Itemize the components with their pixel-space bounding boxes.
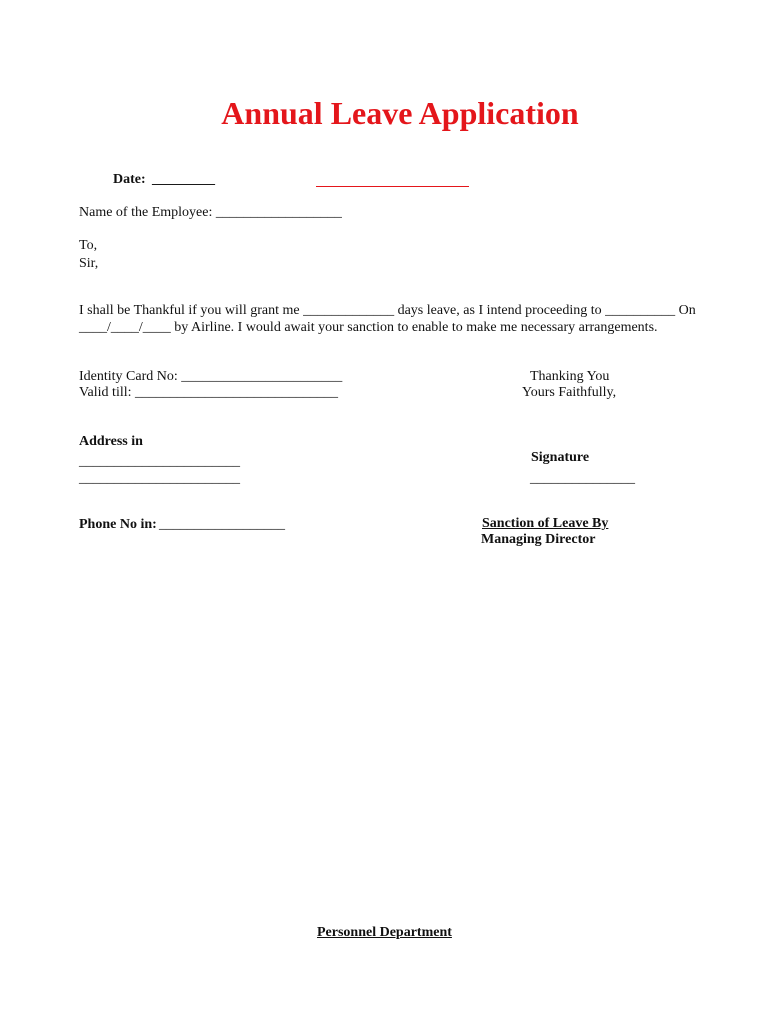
body-line-2: ____/____/____ by Airline. I would await your sanction to enable to make me necessary arrangements. <box>79 320 658 335</box>
sanction-label: Sanction of Leave By <box>482 516 609 531</box>
date-field[interactable]: _________ <box>152 172 215 187</box>
to-line: To, <box>79 238 98 253</box>
managing-director-label: Managing Director <box>481 532 596 547</box>
address-field-2[interactable]: _______________________ <box>79 471 240 486</box>
identity-card-field[interactable]: Identity Card No: _______________________ <box>79 369 343 384</box>
valid-till-field[interactable]: Valid till: _____________________________ <box>79 385 338 400</box>
employee-name-field[interactable]: Name of the Employee: __________________ <box>79 205 342 220</box>
page-title: Annual Leave Application <box>221 95 579 131</box>
yours-faithfully: Yours Faithfully, <box>522 385 617 400</box>
phone-field[interactable]: __________________ <box>159 517 285 532</box>
sir-line: Sir, <box>79 256 99 271</box>
footer-department: Personnel Department <box>317 925 452 940</box>
signature-field[interactable]: _______________ <box>530 471 635 486</box>
signature-label: Signature <box>531 450 590 465</box>
phone-label: Phone No in: <box>79 517 157 532</box>
red-underline <box>316 186 469 187</box>
date-label: Date: <box>113 172 146 187</box>
address-field-1[interactable]: _______________________ <box>79 454 240 469</box>
body-line-1: I shall be Thankful if you will grant me _____________ days leave, as I intend proceeding to __________ On <box>79 303 696 318</box>
address-label: Address in <box>79 434 143 449</box>
thanking-you: Thanking You <box>530 369 610 384</box>
